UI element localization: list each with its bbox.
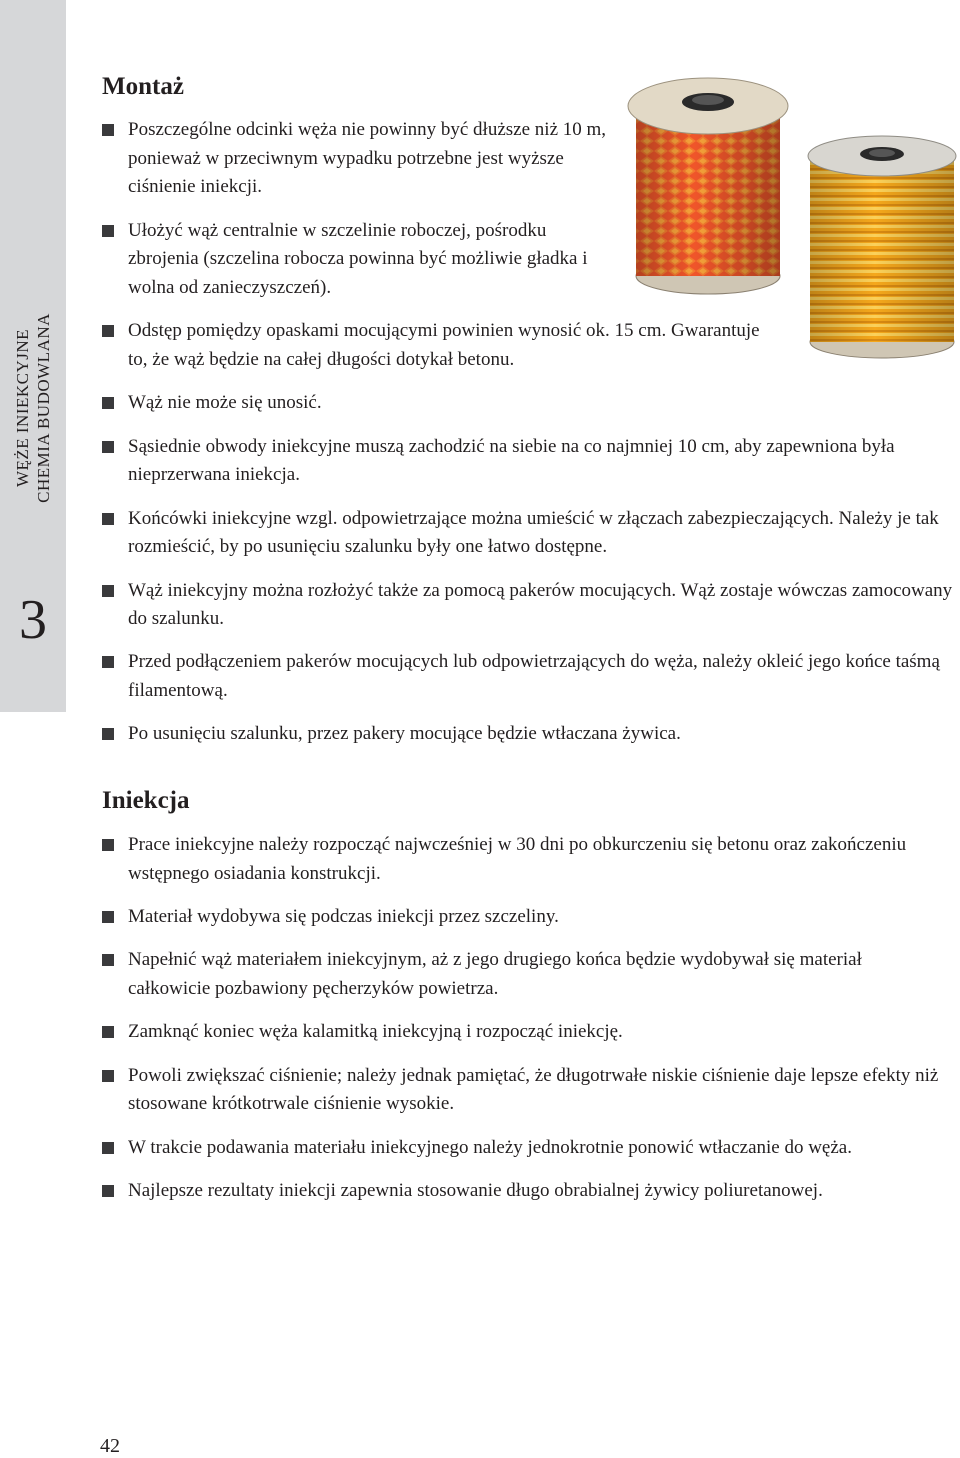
list-item [102, 648, 956, 705]
bullet-square-icon [102, 124, 114, 136]
bullet-square-icon [102, 1070, 114, 1082]
bullet-square-icon [102, 911, 114, 923]
list-item-text: Przed podłączeniem pakerów mocujących lub odpowietrzających do węża, należy okleić jego końce taśmą filamentową. [128, 651, 940, 702]
list-item-text: Wąż nie może się unosić. [128, 392, 322, 414]
sidebar-title-line2: CHEMIA BUDOWLANA [34, 313, 53, 503]
list-item [102, 577, 956, 634]
list-item-text: Zamknąć koniec węża kalamitką iniekcyjną i rozpocząć iniekcję. [128, 1021, 623, 1043]
list-item [102, 389, 778, 418]
bullet-square-icon [102, 1185, 114, 1197]
list-item-text: W trakcie podawania materiału iniekcyjnego należy jednokrotnie ponowić wtłaczanie do węża. [128, 1136, 852, 1158]
list-item-text: Wąż iniekcyjny można rozłożyć także za pomocą pakerów mocujących. Wąż zostaje wówczas zamocowany do szalunku. [128, 579, 953, 630]
list-item [102, 1018, 942, 1047]
list-item [102, 116, 618, 202]
list-item-text: Poszczególne odcinki węża nie powinny być dłuższe niż 10 m, ponieważ w przeciwnym wypadku potrzebne jest wyższe ciśnienie iniekcji. [128, 119, 607, 198]
bullet-square-icon [102, 728, 114, 740]
bullet-square-icon [102, 1026, 114, 1038]
list-item-text: Ułożyć wąż centralnie w szczelinie roboczej, pośrodku zbrojenia (szczelina robocza powinna być możliwie gładka i wolna od zanieczyszczeń). [128, 219, 588, 298]
list-item [102, 217, 618, 303]
list-item [102, 903, 942, 932]
list-item-text: Sąsiednie obwody iniekcyjne muszą zachodzić na siebie na co najmniej 10 cm, aby zapewniona była nieprzerwana iniekcja. [128, 435, 895, 486]
sidebar-title [12, 313, 54, 503]
bullet-square-icon [102, 585, 114, 597]
bullet-square-icon [102, 656, 114, 668]
list-item-text: Napełnić wąż materiałem iniekcyjnym, aż z jego drugiego końca będzie wydobywał się materiał całkowicie pozbawiony pęcherzyków powietrza. [128, 949, 862, 999]
list-item-text: Odstęp pomiędzy opaskami mocującymi powinien wynosić ok. 15 cm. Gwarantuje to, że wąż będzie na całej długości dotykał betonu. [128, 320, 760, 370]
chapter-number: 3 [19, 589, 47, 651]
bullet-square-icon [102, 954, 114, 966]
list-item [102, 720, 956, 749]
bullet-square-icon [102, 225, 114, 237]
bullet-square-icon [102, 325, 114, 337]
list-item [102, 317, 778, 374]
bullet-square-icon [102, 513, 114, 525]
list-item [102, 1177, 942, 1206]
list-item [102, 1134, 942, 1163]
list-item-text: Najlepsze rezultaty iniekcji zapewnia stosowanie długo obrabialnej żywicy poliuretanowej. [128, 1180, 823, 1202]
iniekcja-list [102, 831, 942, 1206]
list-item [102, 433, 956, 490]
list-item [102, 1062, 942, 1119]
chapter-sidebar [0, 0, 66, 712]
section-heading-iniekcja: Iniekcja [102, 787, 190, 814]
list-item-text: Materiał wydobywa się podczas iniekcji przez szczeliny. [128, 905, 559, 927]
bullet-square-icon [102, 1142, 114, 1154]
bullet-square-icon [102, 397, 114, 409]
list-item-text: Powoli zwiększać ciśnienie; należy jednak pamiętać, że długotrwałe niskie ciśnienie daje lepsze efekty niż stosowane krótkotrwale ciśnienie wysokie. [128, 1064, 939, 1115]
list-item-text: Prace iniekcyjne należy rozpocząć najwcześniej w 30 dni po obkurczeniu się betonu oraz zakończeniu wstępnego osiadania konstrukcji. [128, 834, 907, 884]
list-item [102, 946, 942, 1003]
montaz-list [102, 116, 956, 749]
page-number: 42 [100, 1435, 120, 1457]
list-item [102, 831, 942, 888]
bullet-square-icon [102, 839, 114, 851]
list-item-text: Końcówki iniekcyjne wzgl. odpowietrzające można umieścić w złączach zabezpieczających. Należy je tak rozmieścić, by po usunięciu szalunku były one łatwo dostępne. [128, 507, 939, 558]
list-item-text: Po usunięciu szalunku, przez pakery mocujące będzie wtłaczana żywica. [128, 723, 681, 745]
list-item [102, 505, 956, 562]
section-heading-montaz: Montaż [102, 73, 184, 100]
sidebar-title-line1: WĘŻE INIEKCYJNE [13, 328, 32, 488]
bullet-square-icon [102, 441, 114, 453]
